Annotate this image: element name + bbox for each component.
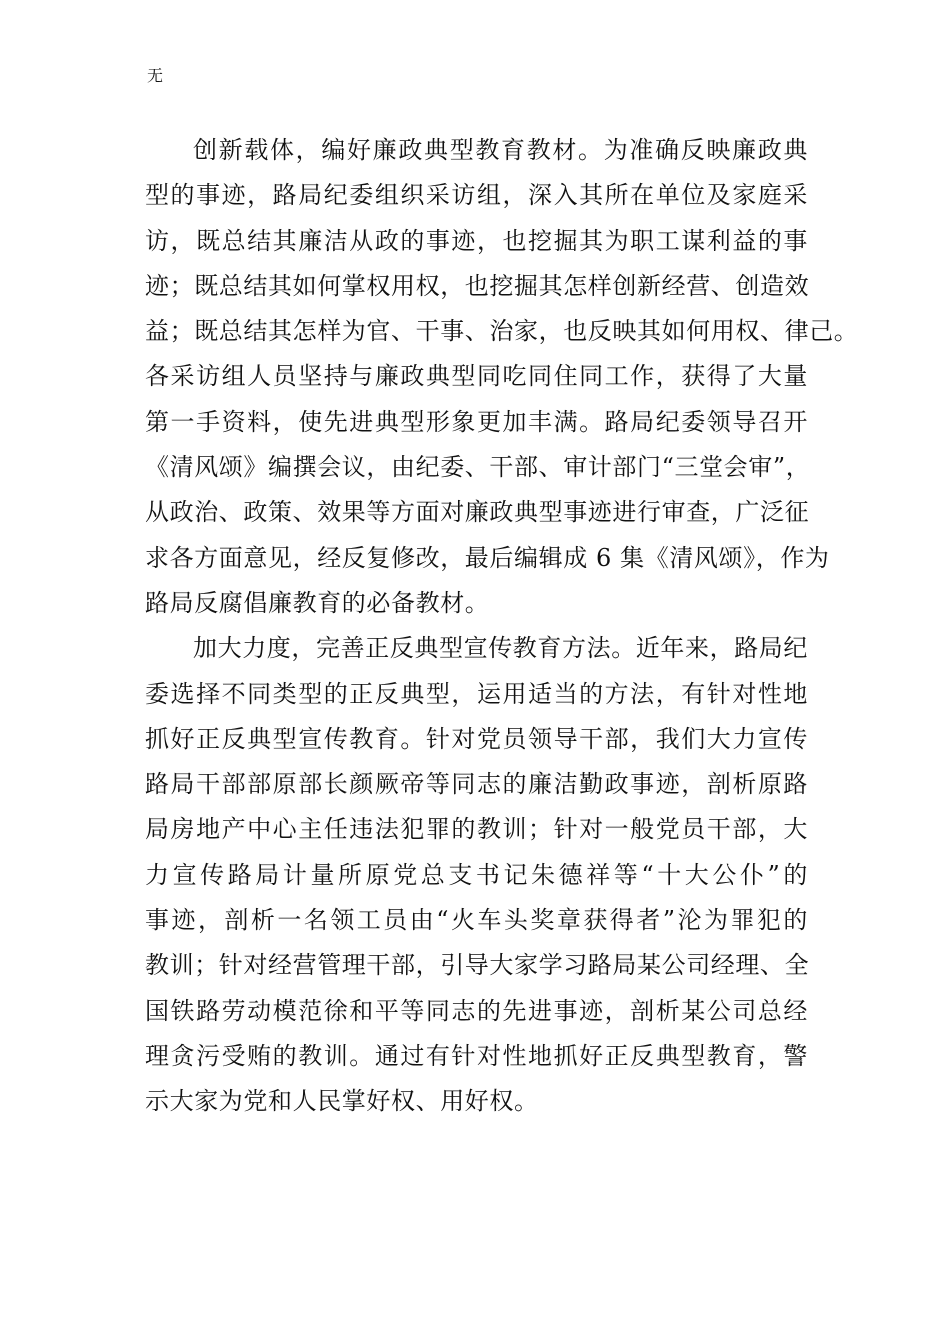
paragraph-line: 各采访组人员坚持与廉政典型同吃同住同工作，获得了大量 <box>145 362 808 391</box>
paragraph-teaching-materials <box>145 128 859 626</box>
paragraph-line: 路局干部部原部长颜厥帝等同志的廉洁勤政事迹，剖析原路 <box>145 770 808 799</box>
paragraph-line: 示大家为党和人民掌好权、用好权。 <box>145 1087 539 1116</box>
paragraph-line: 力宣传路局计量所原党总支书记朱德祥等“十大公仆”的 <box>145 860 808 889</box>
paragraph-line: 益；既总结其怎样为官、干事、治家，也反映其如何用权、律己。 <box>145 317 859 346</box>
paragraph-line: 访，既总结其廉洁从政的事迹，也挖掘其为职工谋利益的事 <box>145 226 808 255</box>
header-mark: 无 <box>147 66 164 85</box>
paragraph-line: 加大力度，完善正反典型宣传教育方法。近年来，路局纪 <box>193 634 808 663</box>
paragraph-line: 抓好正反典型宣传教育。针对党员领导干部，我们大力宣传 <box>145 724 808 753</box>
paragraph-propaganda-methods <box>145 626 808 1124</box>
paragraph-line: 教训；针对经营管理干部，引导大家学习路局某公司经理、全 <box>145 951 810 980</box>
paragraph-line: 事迹，剖析一名领工员由“火车头奖章获得者”沦为罪犯的 <box>145 906 808 935</box>
paragraph-line: 迹；既总结其如何掌权用权，也挖掘其怎样创新经营、创造效 <box>145 271 810 300</box>
paragraph-line: 第一手资料，使先进典型形象更加丰满。路局纪委领导召开 <box>145 407 808 436</box>
paragraph-line: 型的事迹，路局纪委组织采访组，深入其所在单位及家庭采 <box>145 181 808 210</box>
paragraph-line: 国铁路劳动模范徐和平等同志的先进事迹，剖析某公司总经 <box>145 996 808 1025</box>
paragraph-line: 路局反腐倡廉教育的必备教材。 <box>145 588 490 617</box>
paragraph-line: 创新载体，编好廉政典型教育教材。为准确反映廉政典 <box>193 136 808 164</box>
paragraph-line: 求各方面意见，经反复修改，最后编辑成 6 集《清风颂》，作为 <box>145 543 830 572</box>
paragraph-line: 《清风颂》编撰会议，由纪委、干部、审计部门“三堂会审”， <box>145 453 811 482</box>
paragraph-line: 理贪污受贿的教训。通过有针对性地抓好正反典型教育，警 <box>145 1041 808 1070</box>
document-body <box>145 128 859 1125</box>
paragraph-line: 局房地产中心主任违法犯罪的教训；针对一般党员干部，大 <box>145 815 808 844</box>
paragraph-line: 从政治、政策、效果等方面对廉政典型事迹进行审查，广泛征 <box>145 498 810 527</box>
paragraph-line: 委选择不同类型的正反典型，运用适当的方法，有针对性地 <box>145 679 808 708</box>
